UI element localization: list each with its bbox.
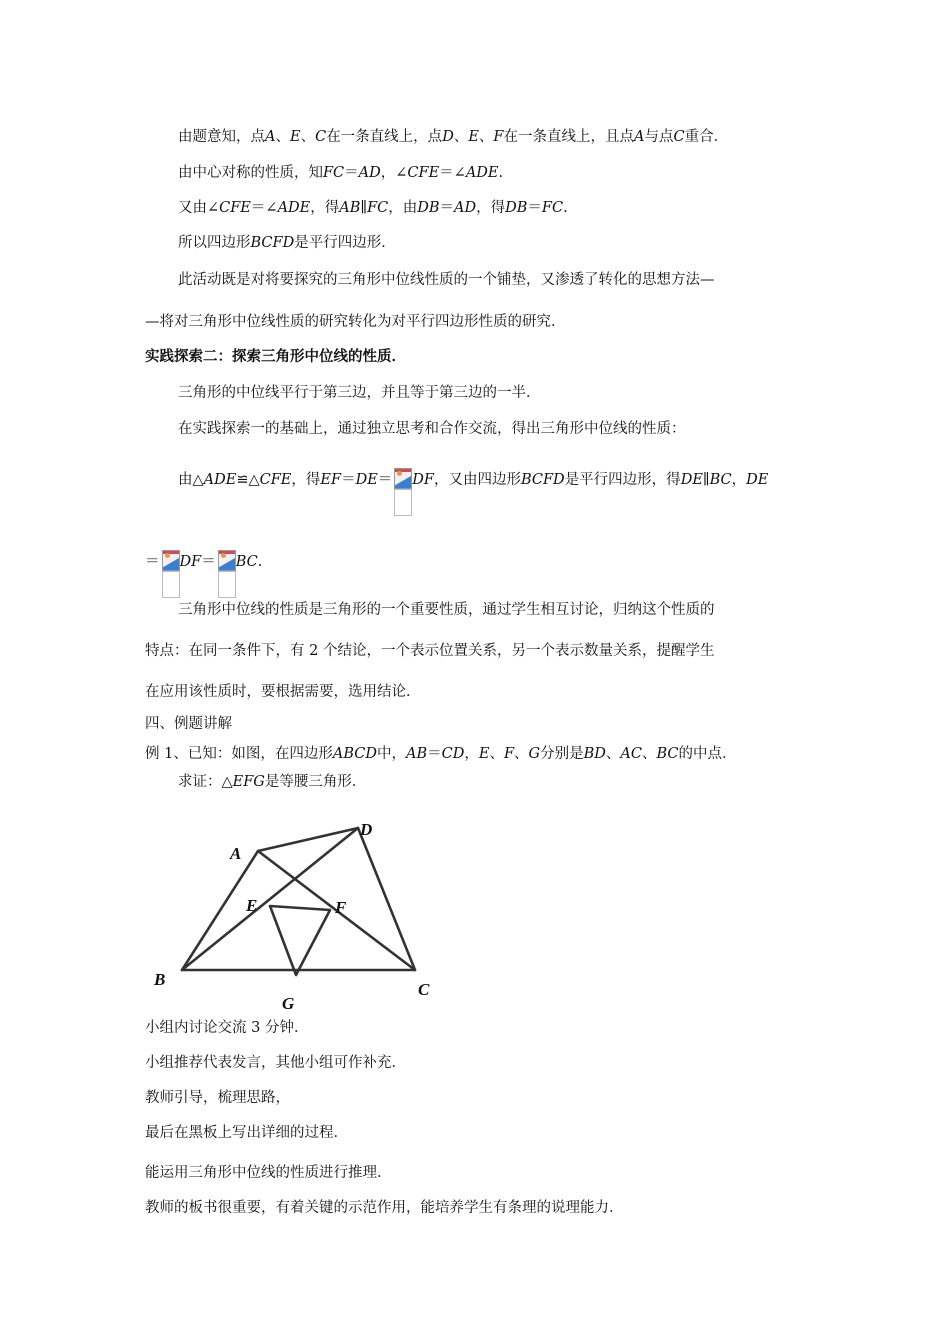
derivation-line-2: ＝ DF＝ BC.	[145, 550, 262, 596]
fraction-one-fourth-image	[217, 550, 235, 596]
label-d: D	[360, 820, 373, 839]
note-paragraph-line-1: 此活动既是对将要探究的三角形中位线性质的一个铺垫，又渗透了转化的思想方法—	[178, 272, 715, 288]
label-f: F	[335, 898, 347, 917]
proof-line-1: 由题意知，点A、E、C在一条直线上，点D、E、F在一条直线上，且点A与点C重合．	[178, 129, 729, 145]
fraction-one-half-image	[393, 468, 411, 514]
section-heading-examples: 四、例题讲解	[145, 716, 232, 732]
label-g: G	[282, 994, 295, 1013]
label-a: A	[230, 844, 242, 863]
label-b: B	[154, 970, 166, 989]
property-statement: 三角形的中位线平行于第三边，并且等于第三边的一半．	[178, 385, 541, 401]
activity-line-6: 教师的板书很重要，有着关键的示范作用，能培养学生有条理的说理能力．	[145, 1200, 624, 1216]
derivation-intro: 在实践探索一的基础上，通过独立思考和合作交流，得出三角形中位线的性质：	[178, 421, 686, 437]
derivation-line-1: 由△ADE≌△CFE，得EF＝DE＝ DF，又由四边形BCFD是平行四边形，得DE∥BC，DE	[178, 468, 768, 514]
activity-line-2: 小组推荐代表发言，其他小组可作补充．	[145, 1055, 406, 1071]
proof-line-3: 又由∠CFE＝∠ADE，得AB∥FC，由DB＝AD，得DB＝FC.	[178, 200, 568, 216]
quadrilateral-figure	[140, 815, 450, 1020]
section-heading-practice-2: 实践探索二：探索三角形中位线的性质．	[145, 348, 406, 365]
example-1-given: 例 1、已知：如图，在四边形ABCD中，AB＝CD，E、F、G分别是BD、AC、BC的中点．	[145, 746, 737, 762]
fraction-one-half-image	[161, 550, 179, 596]
summary-line-2: 特点：在同一条件下，有 2 个结论，一个表示位置关系，另一个表示数量关系，提醒学生	[145, 643, 715, 659]
triangle-efg	[270, 906, 330, 975]
note-paragraph-line-2: —将对三角形中位线性质的研究转化为对平行四边形性质的研究．	[145, 314, 566, 330]
activity-line-5: 能运用三角形中位线的性质进行推理．	[145, 1165, 392, 1181]
label-c: C	[418, 980, 430, 999]
activity-line-1: 小组内讨论交流 3 分钟．	[145, 1020, 309, 1036]
summary-line-1: 三角形中位线的性质是三角形的一个重要性质，通过学生相互讨论，归纳这个性质的	[178, 602, 715, 618]
activity-line-4: 最后在黑板上写出详细的过程．	[145, 1125, 348, 1141]
summary-line-3: 在应用该性质时，要根据需要，选用结论．	[145, 684, 421, 700]
proof-line-4: 所以四边形BCFD是平行四边形．	[178, 235, 396, 251]
activity-line-3: 教师引导，梳理思路，	[145, 1090, 290, 1106]
quadrilateral-abcd	[182, 828, 415, 970]
label-e: E	[246, 896, 258, 915]
proof-line-2: 由中心对称的性质，知FC＝AD，∠CFE＝∠ADE.	[178, 165, 504, 181]
example-1-prove: 求证：△EFG是等腰三角形．	[178, 774, 367, 790]
